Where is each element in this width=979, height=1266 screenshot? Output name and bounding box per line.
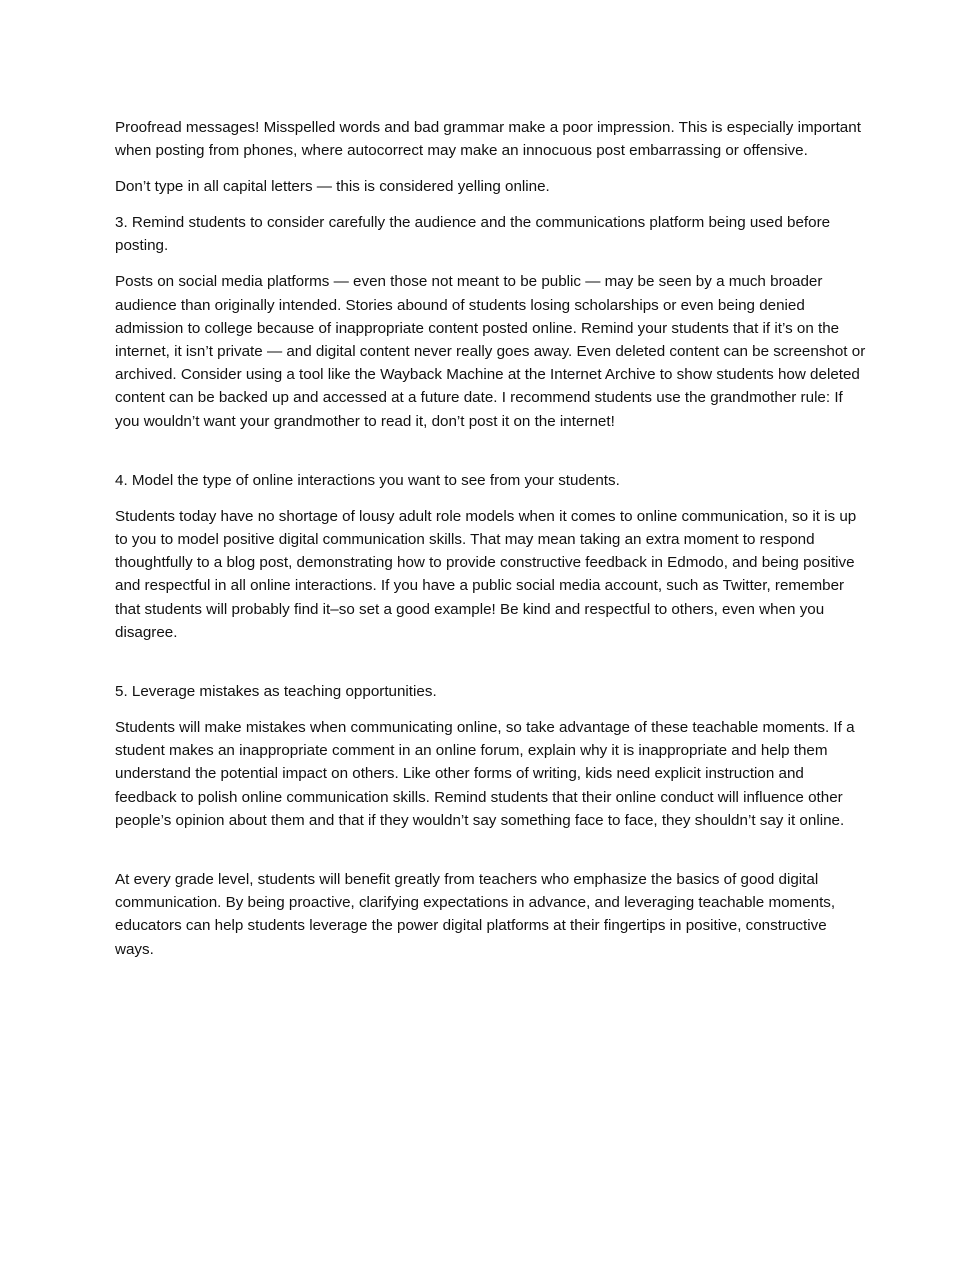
heading-tip-4: 4. Model the type of online interactions you want to see from your students.: [115, 471, 620, 489]
heading-tip-3: 3. Remind students to consider carefully the audience and the communications platform being used before posting.: [115, 214, 831, 255]
paragraph-mistakes: Students will make mistakes when communicating online, so take advantage of these teachable moments. If a student makes an inappropriate comment in an online forum, explain why it is inappropriate and help them understand the potential impact on others. Like other forms of writing, kids need explicit instruction and feedback to polish online communication skills. Remind students that their online conduct will influence other people’s opinion about them and that if they wouldn’t say something face to face, they shouldn’t say it online.: [115, 719, 855, 829]
paragraph-audience: Posts on social media platforms — even those not meant to be public — may be seen by a much broader audience than originally intended. Stories abound of students losing scholarships or even being denied admission to college because of inappropriate content posted online. Remind your students that if it’s on the internet, it isn’t private — and digital content never really goes away. Even deleted content can be screenshot or archived. Consider using a tool like the Wayback Machine at the Internet Archive to show students how deleted content can be backed up and accessed at a future date. I recommend students use the grandmother rule: If you wouldn’t want your grandmother to read it, don’t post it on the internet!: [115, 273, 866, 430]
paragraph-model-interactions: Students today have no shortage of lousy adult role models when it comes to online communication, so it is up to you to model positive digital communication skills. That may mean taking an extra moment to respond thoughtfully to a blog post, demonstrating how to provide constructive feedback in Edmodo, and being positive and respectful in all online interactions. If you have a public social media account, such as Twitter, remember that students will probably find it–so set a good example! Be kind and respectful to others, even when you disagree.: [115, 507, 857, 641]
paragraph-capital-letters: Don’t type in all capital letters — this is considered yelling online.: [115, 178, 550, 196]
heading-tip-5: 5. Leverage mistakes as teaching opportunities.: [115, 683, 437, 701]
document-page: [115, 116, 867, 974]
paragraph-conclusion: At every grade level, students will benefit greatly from teachers who emphasize the basics of good digital communication. By being proactive, clarifying expectations in advance, and leveraging teachable moments, educators can help students leverage the power digital platforms at their fingertips in positive, constructive ways.: [115, 871, 836, 958]
paragraph-proofread: Proofread messages! Misspelled words and bad grammar make a poor impression. This is especially important when posting from phones, where autocorrect may make an innocuous post embarrassing or offensive.: [115, 119, 861, 160]
